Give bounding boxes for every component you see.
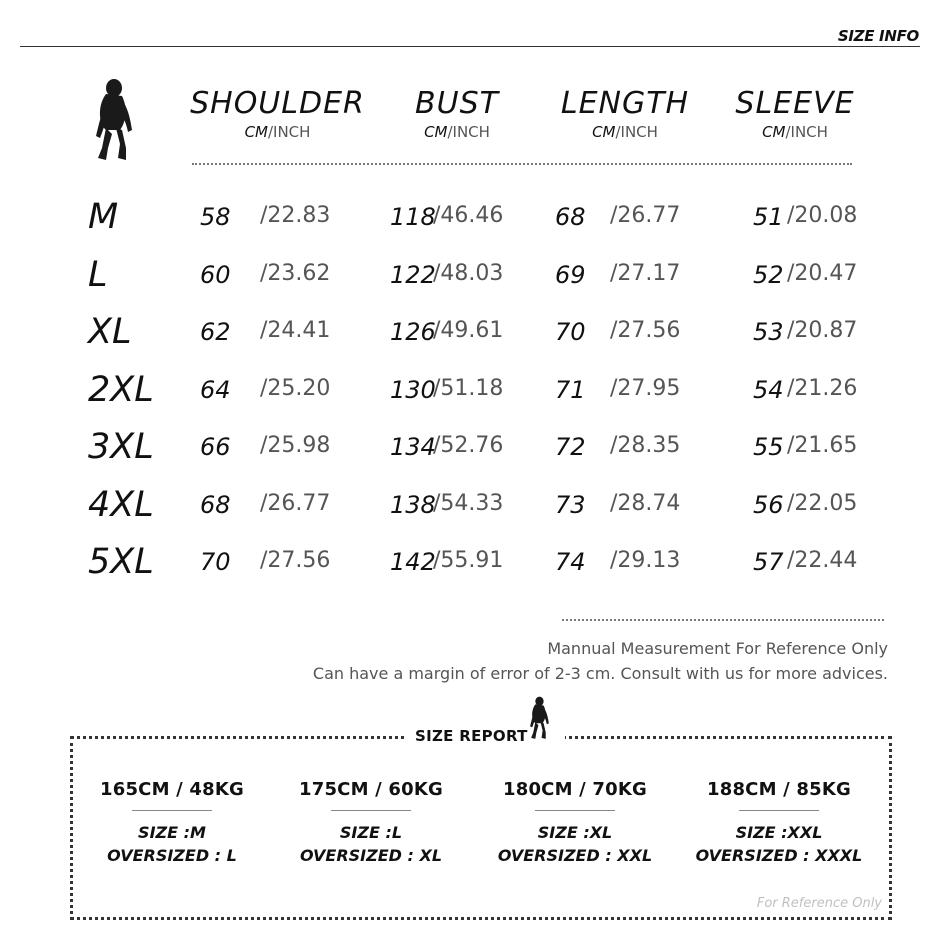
table-row — [0, 197, 950, 237]
sleeve-inch-value: /21.65 — [787, 433, 858, 458]
column-title: LENGTH — [560, 86, 690, 121]
column-unit: CM/INCH — [244, 123, 311, 141]
model-oversized: OVERSIZED : XL — [299, 846, 443, 865]
model-height-weight: 188CM / 85KG — [707, 779, 851, 800]
length-cm-value: 71 — [555, 375, 586, 404]
bust-cm-value: 118 — [390, 203, 436, 231]
column-title: SHOULDER — [190, 86, 365, 121]
sleeve-inch-value: /20.87 — [787, 318, 858, 343]
bust-cm-value: 126 — [390, 318, 436, 346]
model-report-2 — [276, 779, 466, 865]
header-dotted-divider — [192, 163, 852, 165]
model-size: SIZE :M — [138, 823, 206, 842]
reference-only-note: For Reference Only — [756, 896, 882, 911]
model-divider — [132, 810, 212, 811]
sleeve-cm-value: 52 — [753, 260, 784, 289]
bust-inch-value: /49.61 — [433, 318, 504, 343]
shoulder-inch-value: /27.56 — [260, 548, 331, 573]
length-inch-value: /29.13 — [610, 548, 681, 573]
length-cm-value: 73 — [555, 490, 586, 519]
column-header-bust — [392, 86, 522, 141]
length-inch-value: /27.17 — [610, 260, 681, 286]
size-info-label: SIZE INFO — [837, 27, 919, 45]
bust-inch-value: /52.76 — [433, 433, 504, 458]
column-title: BUST — [415, 86, 499, 121]
column-title: SLEEVE — [735, 86, 855, 121]
bust-inch-value: /55.91 — [433, 548, 504, 573]
shoulder-cm-value: 62 — [200, 318, 231, 346]
shoulder-cm-value: 68 — [200, 490, 231, 519]
model-report-4 — [684, 779, 874, 865]
shoulder-inch-value: /25.98 — [260, 433, 331, 458]
size-report-title: SIZE REPORT — [415, 727, 528, 745]
model-height-weight: 165CM / 48KG — [100, 779, 244, 800]
model-size: SIZE :XL — [537, 823, 613, 842]
sleeve-inch-value: /20.08 — [787, 203, 858, 228]
sleeve-cm-value: 51 — [753, 203, 784, 231]
model-height-weight: 175CM / 60KG — [299, 779, 443, 800]
size-label: 2XL — [88, 369, 154, 410]
model-oversized: OVERSIZED : XXL — [497, 846, 653, 865]
model-height-weight: 180CM / 70KG — [503, 779, 647, 800]
size-label: L — [88, 254, 108, 295]
size-label: 4XL — [88, 484, 154, 525]
shoulder-cm-value: 70 — [200, 548, 231, 576]
length-inch-value: /26.77 — [610, 203, 681, 228]
bust-cm-value: 138 — [390, 490, 436, 519]
model-size: SIZE :XXL — [735, 823, 823, 842]
shoulder-cm-value: 66 — [200, 433, 231, 461]
model-report-3 — [480, 779, 670, 865]
length-inch-value: /28.35 — [610, 433, 681, 458]
model-oversized: OVERSIZED : XXXL — [695, 846, 863, 865]
length-inch-value: /27.56 — [610, 318, 681, 343]
note-line-1: Mannual Measurement For Reference Only — [547, 639, 888, 658]
shoulder-cm-value: 58 — [200, 203, 231, 231]
shoulder-cm-value: 64 — [200, 375, 231, 404]
length-inch-value: /27.95 — [610, 375, 681, 401]
notes-dotted-divider — [562, 619, 884, 621]
length-cm-value: 69 — [555, 260, 586, 289]
model-report-1 — [77, 779, 267, 865]
shoulder-inch-value: /22.83 — [260, 203, 331, 228]
table-row — [0, 312, 950, 352]
column-header-length — [550, 86, 700, 141]
size-label: 3XL — [88, 427, 154, 467]
model-size: SIZE :L — [339, 823, 403, 842]
size-label: 5XL — [88, 542, 154, 582]
shoulder-inch-value: /23.62 — [260, 260, 331, 286]
model-divider — [535, 810, 615, 811]
bust-inch-value: /51.18 — [433, 375, 504, 401]
bust-cm-value: 130 — [390, 375, 436, 404]
sleeve-inch-value: /21.26 — [787, 375, 858, 401]
table-row — [0, 542, 950, 582]
model-divider — [739, 810, 819, 811]
model-oversized: OVERSIZED : L — [107, 846, 237, 865]
column-unit: CM/INCH — [424, 123, 490, 141]
bust-inch-value: /46.46 — [433, 203, 504, 228]
length-cm-value: 70 — [555, 318, 586, 346]
length-inch-value: /28.74 — [610, 490, 681, 516]
title-divider — [20, 46, 920, 47]
ape-figure-icon — [92, 78, 138, 162]
bust-inch-value: /54.33 — [433, 490, 504, 516]
bust-cm-value: 142 — [390, 548, 436, 576]
sleeve-cm-value: 56 — [753, 490, 784, 519]
sleeve-cm-value: 57 — [753, 548, 784, 576]
sleeve-cm-value: 54 — [753, 375, 784, 404]
table-row — [0, 485, 950, 525]
ape-figure-small-icon — [528, 694, 552, 742]
sleeve-inch-value: /20.47 — [787, 260, 858, 286]
sleeve-inch-value: /22.44 — [787, 548, 858, 573]
table-row — [0, 370, 950, 410]
column-header-sleeve — [725, 86, 865, 141]
shoulder-inch-value: /26.77 — [260, 490, 331, 516]
table-row — [0, 255, 950, 295]
shoulder-inch-value: /25.20 — [260, 375, 331, 401]
size-label: XL — [88, 312, 132, 352]
column-header-shoulder — [185, 86, 370, 141]
column-unit: CM/INCH — [592, 123, 658, 141]
sleeve-cm-value: 53 — [753, 318, 784, 346]
shoulder-inch-value: /24.41 — [260, 318, 331, 343]
table-row — [0, 427, 950, 467]
bust-inch-value: /48.03 — [433, 260, 504, 286]
sleeve-cm-value: 55 — [753, 433, 784, 461]
size-label: M — [88, 197, 119, 237]
model-divider — [331, 810, 411, 811]
note-line-2: Can have a margin of error of 2-3 cm. Consult with us for more advices. — [312, 664, 888, 683]
length-cm-value: 68 — [555, 203, 586, 231]
shoulder-cm-value: 60 — [200, 260, 231, 289]
length-cm-value: 74 — [555, 548, 586, 576]
length-cm-value: 72 — [555, 433, 586, 461]
column-unit: CM/INCH — [762, 123, 828, 141]
bust-cm-value: 134 — [390, 433, 436, 461]
bust-cm-value: 122 — [390, 260, 436, 289]
sleeve-inch-value: /22.05 — [787, 490, 858, 516]
